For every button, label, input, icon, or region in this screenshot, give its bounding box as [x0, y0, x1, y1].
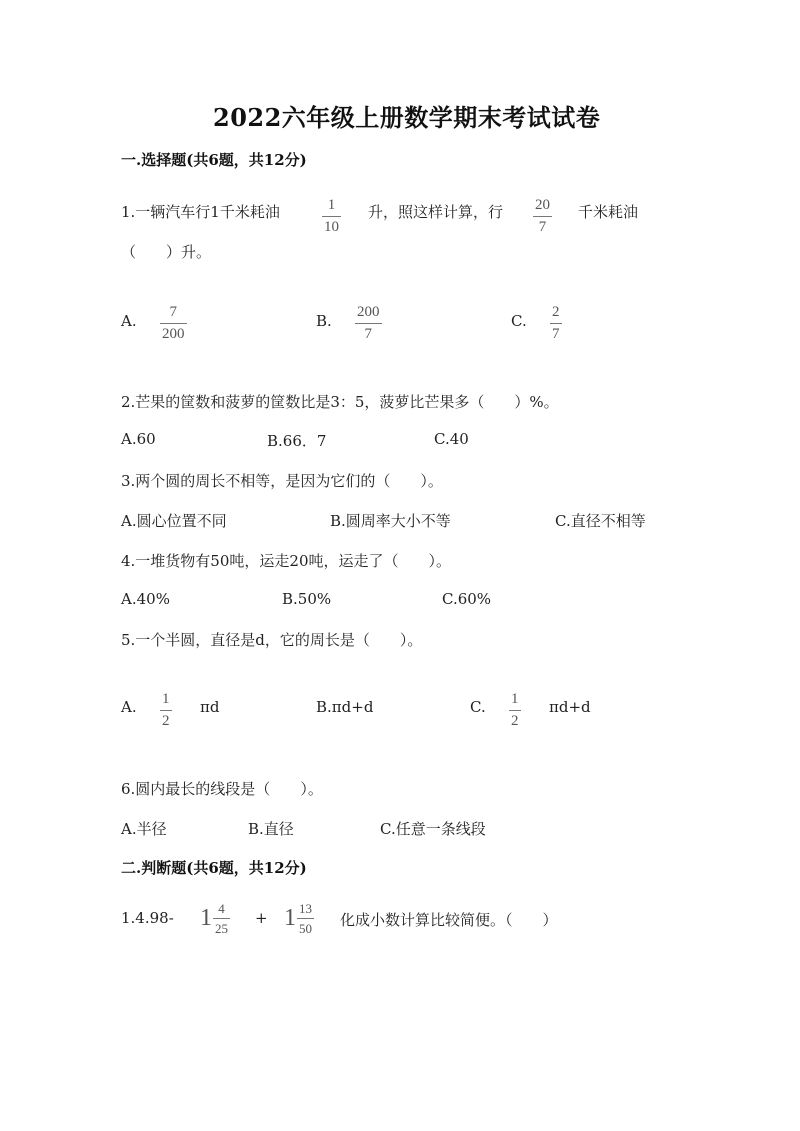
mixed-fraction	[297, 902, 314, 935]
question-1-option-c-fraction	[550, 305, 562, 342]
question-4-option-c: C.60%	[442, 590, 492, 608]
judgment-1-suffix: 化成小数计算比较简便。（ ）	[340, 911, 558, 929]
question-2-option-c: C.40	[434, 430, 469, 448]
judgment-1-mixed-number-1	[200, 902, 230, 935]
question-1-fraction-1	[322, 198, 341, 235]
question-1-fraction-2	[533, 198, 552, 235]
question-4-text: 4.一堆货物有50吨，运走20吨，运走了（ ）。	[121, 552, 451, 570]
question-4-option-a: A.40%	[121, 590, 170, 608]
fraction-numerator: 1	[162, 691, 170, 707]
fraction-denominator: 7	[552, 326, 560, 342]
question-5-option-a-label: A.	[121, 698, 137, 716]
question-1-option-a-label: A.	[121, 312, 137, 330]
fraction-denominator: 2	[162, 713, 170, 729]
question-4-option-b: B.50%	[282, 590, 332, 608]
question-6-option-c: C.任意一条线段	[380, 820, 486, 838]
question-5-option-a-suffix: πd	[200, 698, 220, 716]
question-5-text: 5.一个半圆，直径是d，它的周长是（ ）。	[121, 631, 423, 649]
question-6-option-a: A.半径	[121, 820, 167, 838]
mixed-whole: 1	[200, 905, 212, 931]
question-5-option-c-label: C.	[470, 698, 486, 716]
question-3-option-c: C.直径不相等	[555, 512, 646, 530]
question-1-option-b-label: B.	[316, 312, 332, 330]
section-heading-choice: 一.选择题(共6题，共12分)	[121, 151, 307, 169]
question-1-answer-blank: （ ）升。	[121, 243, 212, 261]
fraction-numerator: 7	[169, 304, 177, 320]
question-1-text-part1: 1.一辆汽车行1千米耗油	[121, 203, 280, 221]
judgment-1-mixed-number-2	[284, 902, 314, 935]
fraction-denominator: 7	[364, 326, 372, 342]
fraction-numerator: 2	[552, 304, 560, 320]
fraction-numerator: 1	[511, 691, 519, 707]
question-5-option-c-suffix: πd+d	[549, 698, 591, 716]
question-1-option-c-label: C.	[511, 312, 527, 330]
question-1-text-part2: 升，照这样计算，行	[368, 203, 504, 221]
question-3-option-a: A.圆心位置不同	[121, 512, 227, 530]
fraction-denominator: 200	[162, 326, 185, 342]
question-2-option-a: A.60	[121, 430, 156, 448]
fraction-denominator: 7	[538, 219, 547, 235]
fraction-numerator: 1	[327, 197, 336, 213]
question-1-option-b-fraction	[355, 305, 382, 342]
mixed-whole: 1	[284, 905, 296, 931]
question-5-option-c-fraction	[509, 692, 521, 729]
section-heading-judgment: 二.判断题(共6题，共12分)	[121, 859, 307, 877]
judgment-1-plus: +	[255, 909, 268, 927]
question-2-option-b: B.66．7	[267, 432, 327, 450]
mixed-fraction	[213, 902, 230, 935]
fraction-numerator: 13	[299, 901, 312, 916]
question-6-option-b: B.直径	[248, 820, 294, 838]
judgment-1-prefix: 1.4.98-	[121, 909, 174, 927]
question-3-option-b: B.圆周率大小不等	[330, 512, 451, 530]
page-title: 2022六年级上册数学期末考试试卷	[213, 103, 601, 132]
question-5-option-a-fraction	[160, 692, 172, 729]
fraction-numerator: 200	[357, 304, 380, 320]
fraction-denominator: 25	[215, 921, 228, 936]
fraction-denominator: 10	[324, 219, 339, 235]
question-5-option-b: B.πd+d	[316, 698, 374, 716]
question-1-text-part3: 千米耗油	[578, 203, 639, 221]
question-1-option-a-fraction	[160, 305, 187, 342]
fraction-denominator: 50	[299, 921, 312, 936]
question-6-text: 6.圆内最长的线段是（ ）。	[121, 780, 323, 798]
fraction-denominator: 2	[511, 713, 519, 729]
question-3-text: 3.两个圆的周长不相等，是因为它们的（ ）。	[121, 472, 443, 490]
fraction-numerator: 4	[218, 901, 225, 916]
fraction-numerator: 20	[535, 197, 550, 213]
question-2-text: 2.芒果的筐数和菠萝的筐数比是3：5，菠萝比芒果多（ ）%。	[121, 393, 559, 411]
